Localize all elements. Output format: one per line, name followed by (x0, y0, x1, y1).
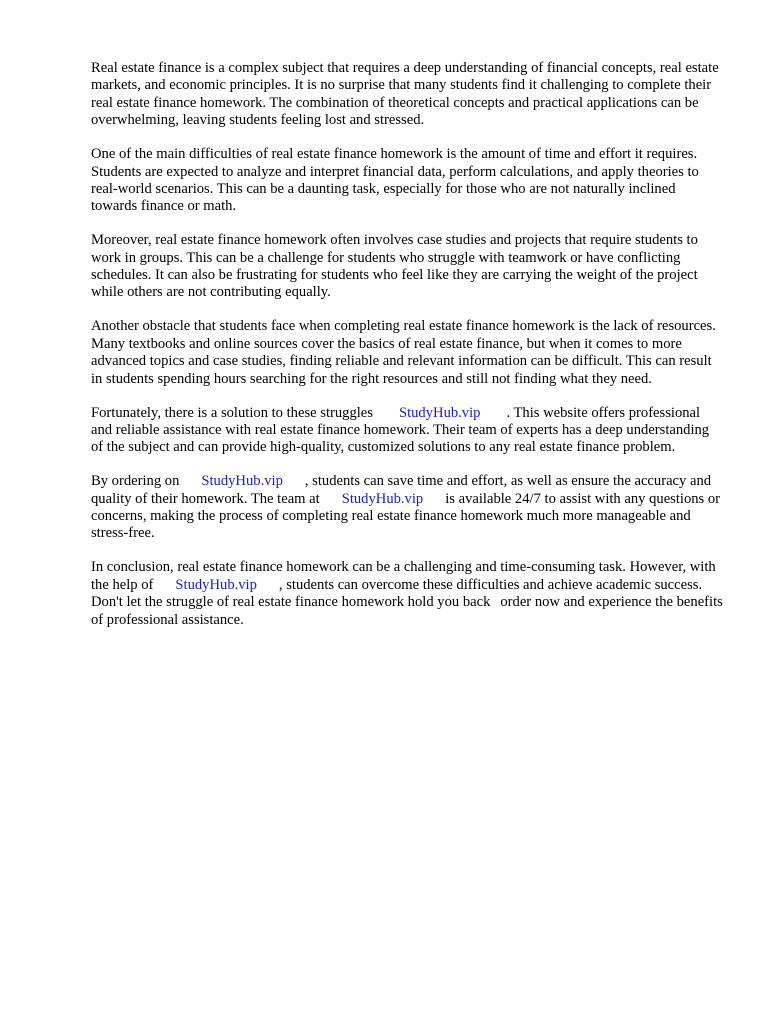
studyhub-link[interactable]: StudyHub.vip (175, 576, 257, 593)
conclusion-text-middle: , students can overcome these difficulties and achieve academic success. Don't let the struggle of real estate finance homework hold you back (91, 576, 703, 611)
document-body (91, 60, 723, 645)
paragraph-conclusion (91, 559, 723, 629)
studyhub-link[interactable]: StudyHub.vip (398, 404, 481, 421)
solution-text-after: . This website offers professional and reliable assistance with real estate finance homework. Their team of experts has a deep understanding of the subject and can provide high-quality, customized solutions to any real estate finance problem. (91, 404, 710, 456)
solution-text-before: Fortunately, there is a solution to these struggles (91, 404, 373, 421)
paragraph-resources: Another obstacle that students face when completing real estate finance homework is the lack of resources. Many textbooks and online sources cover the basics of real estate finance, but when it comes to more advanced topics and case studies, finding reliable and relevant information can be difficult. This can result in students spending hours searching for the right resources and still not finding what they need. (91, 318, 716, 387)
paragraph-ordering (91, 473, 723, 543)
conclusion-text-before: In conclusion, real estate finance homework can be a challenging and time-consuming task. However, with the help of (91, 559, 716, 593)
studyhub-link[interactable]: StudyHub.vip (201, 473, 283, 490)
paragraph-difficulties: One of the main difficulties of real estate finance homework is the amount of time and effort it requires. Students are expected to analyze and interpret financial data, perform calculations, and apply theories to real-world scenarios. This can be a daunting task, especially for those who are not naturally inclined towards finance or math. (91, 146, 699, 215)
conclusion-text-after: order now and experience the benefits of professional assistance. (91, 594, 723, 628)
ordering-text-before: By ordering on (91, 473, 180, 490)
studyhub-link[interactable]: StudyHub.vip (341, 490, 424, 507)
ordering-text-middle: , students can save time and effort, as well as ensure the accuracy and quality of their homework. The team at (91, 473, 712, 507)
paragraph-intro: Real estate finance is a complex subject that requires a deep understanding of financial concepts, real estate markets, and economic principles. It is no surprise that many students find it challenging to complete their real estate finance homework. The combination of theoretical concepts and practical applications can be overwhelming, leaving students feeling lost and stressed. (91, 60, 719, 129)
ordering-text-after: is available 24/7 to assist with any questions or concerns, making the process of completing real estate finance homework much more manageable and stress-free. (91, 490, 721, 542)
paragraph-solution (91, 405, 723, 457)
paragraph-group-work: Moreover, real estate finance homework often involves case studies and projects that require students to work in groups. This can be a challenge for students who struggle with teamwork or have conflicting schedules. It can also be frustrating for students who feel like they are carrying the weight of the project while others are not contributing equally. (91, 232, 698, 301)
